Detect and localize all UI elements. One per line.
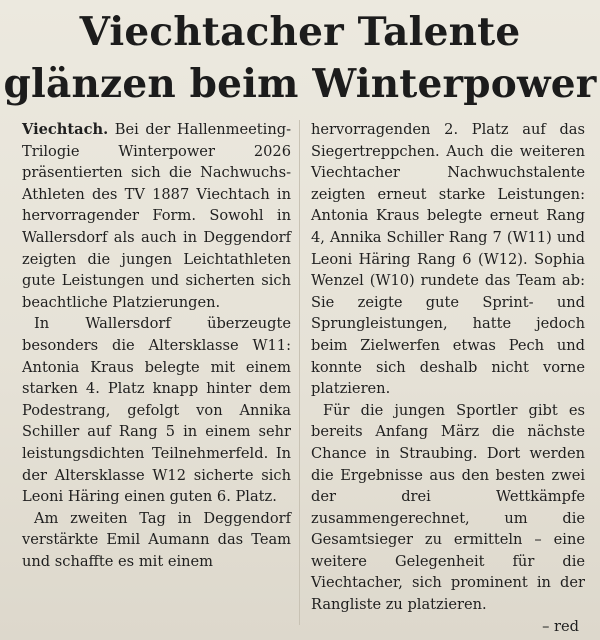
paragraph-1-text: Bei der Hallenmeeting-Trilogie Winterpower 2026 präsentierten sich die Nachwuchs-Athleten des TV 1887 Viechtach in hervorragender Form. Sowohl in Wallersdorf als auch in Deggendorf zeigten die jungen Leichtathleten gute Leistungen und sicherten sich beachtliche Platzierungen.: [22, 121, 291, 311]
column-divider: [299, 120, 300, 625]
headline-line-1: Viechtacher Talente: [79, 9, 521, 55]
paragraph-3: Am zweiten Tag in Deggendorf verstärkte Emil Aumann das Team und schaffte es mit einem: [22, 509, 291, 570]
article-headline: [0, 6, 600, 110]
dateline: Viechtach.: [22, 121, 109, 138]
paragraph-2: In Wallersdorf überzeugte besonders die Altersklasse W11: Antonia Kraus belegte mit einem starken 4. Platz knapp hinter dem Podestrang, gefolgt von Annika Schiller auf Rang 5 in einem sehr leistungsdichten Teilnehmerfeld. In der Altersklasse W12 sicherte sich Leoni Häring einen guten 6. Platz.: [22, 315, 291, 506]
author-credit: – red: [542, 617, 579, 635]
left-column: [22, 119, 291, 572]
paragraph-3-continued: hervorragenden 2. Platz auf das Siegertreppchen. Auch die weiteren Viechtacher Nachwuchstalente zeigten erneut starke Leistungen: Antonia Kraus belegte erneut Rang 4, Annika Schiller Rang 7 (W11) und Leoni Häring Rang 6 (W12). Sophia Wenzel (W10) rundete das Team ab: Sie zeigte gute Sprint- und Sprungleistungen, hatte jedoch beim Zielwerfen etwas Pech und konnte sich deshalb nicht vorne platzieren.: [311, 121, 585, 398]
paragraph-4: Für die jungen Sportler gibt es bereits Anfang März die nächste Chance in Straubing. Dort werden die Ergebnisse aus den besten zwei der drei Wettkämpfe zusammengerechnet, um die Gesamtsieger zu ermitteln – eine weitere Gelegenheit für die Viechtacher, sich prominent in der Rangliste zu platzieren.: [311, 401, 585, 614]
right-column: [311, 119, 585, 637]
paragraph-1: [22, 119, 291, 313]
headline-line-2: glänzen beim Winterpower: [3, 61, 597, 107]
